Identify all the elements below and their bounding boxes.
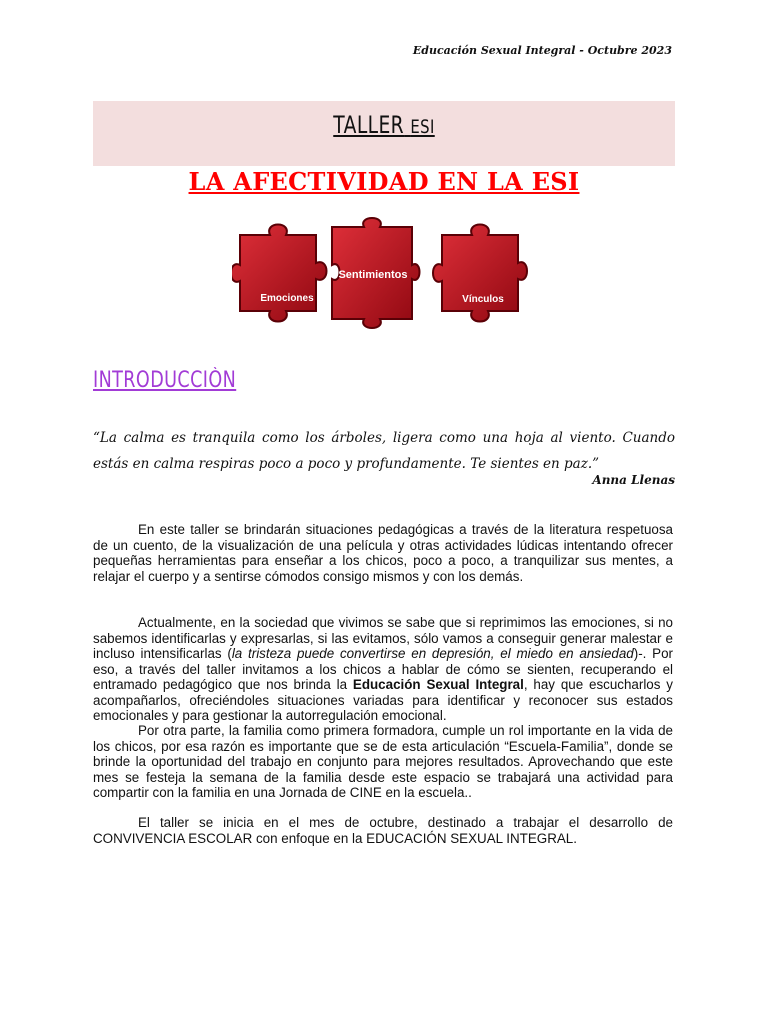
p2-italic: la tristeza puede convertirse en depresión, el miedo en ansiedad — [231, 646, 634, 661]
workshop-title-taller: TALLER — [333, 111, 405, 139]
p2-part-a: Actualmente, en la sociedad que vivimos se sabe que si reprimimos las emociones, si no sabemos identificarlas y expresarlas, si las evitamos, sólo vamos a conseguir generar malestar e incluso intensificarlas ( — [93, 615, 673, 661]
paragraph-1-text: En este taller se brindarán situaciones pedagógicas a través de la literatura respetuosa de un cuento, de la visualización de una película y otras actividades lúdicas intentando ofrecer pequeñas herramientas para enseñar a los chicos, poco a poco, a tranquilizar sus mentes, a relajar el cuerpo y a sentirse cómodos consigo mismos y con los demás. — [93, 522, 673, 584]
workshop-title — [157, 111, 611, 139]
puzzle-label-vinculos: Vínculos — [462, 294, 504, 305]
puzzle-label-emociones: Emociones — [260, 293, 314, 304]
puzzle-piece-right — [433, 225, 527, 322]
quote-author: Anna Llenas — [592, 473, 675, 487]
paragraph-3-text: Por otra parte, la familia como primera formadora, cumple un rol importante en la vida de los chicos, por esa razón es importante que se de esta articulación “Escuela-Familia”, donde se brinde la oportunidad del trabajo en conjunto para mejores resultados. Aprovechando que este mes se festeja la semana de la familia desde este espacio se trabajará una actividad para compartir con la familia en una Jornada de CINE en la escuela.. — [93, 723, 673, 800]
p2-part-c: , hay que escucharlos y acompañarlos, ofreciéndoles situaciones variadas para identificar y reconocer sus estados emocionales y para gestionar la autorregulación emocional. — [93, 677, 673, 723]
puzzle-piece-left — [232, 225, 327, 322]
intro-quote: “La calma es tranquila como los árboles, ligera como una hoja al viento. Cuando estás en calma respiras poco a poco y profundamente. Te sientes en paz.” — [93, 430, 675, 472]
main-title: LA AFECTIVIDAD EN LA ESI — [188, 167, 580, 196]
paragraph-1 — [93, 522, 673, 584]
puzzle-label-sentimientos: Sentimientos — [338, 269, 408, 281]
puzzle-image — [232, 217, 534, 335]
intro-heading: INTRODUCCIÒN — [93, 368, 237, 393]
paragraph-3 — [93, 723, 673, 801]
paragraph-4-text: El taller se inicia en el mes de octubre, destinado a trabajar el desarrollo de CONVIVENCIA ESCOLAR con enfoque en la EDUCACIÓN SEXUAL INTEGRAL. — [93, 815, 673, 846]
paragraph-2-text — [93, 615, 673, 724]
p2-part-b: )-. Por eso, a través del taller invitamos a los chicos a hablar de cómo se sienten, recuperando el entramado pedagógico que nos brinda la — [93, 646, 673, 692]
paragraph-2 — [93, 615, 673, 724]
p2-bold: Educación Sexual Integral — [352, 677, 524, 692]
paragraph-4 — [93, 815, 673, 846]
title-band — [93, 101, 675, 166]
header-note: Educación Sexual Integral - Octubre 2023 — [412, 44, 672, 57]
workshop-title-esi: ESI — [410, 116, 435, 138]
